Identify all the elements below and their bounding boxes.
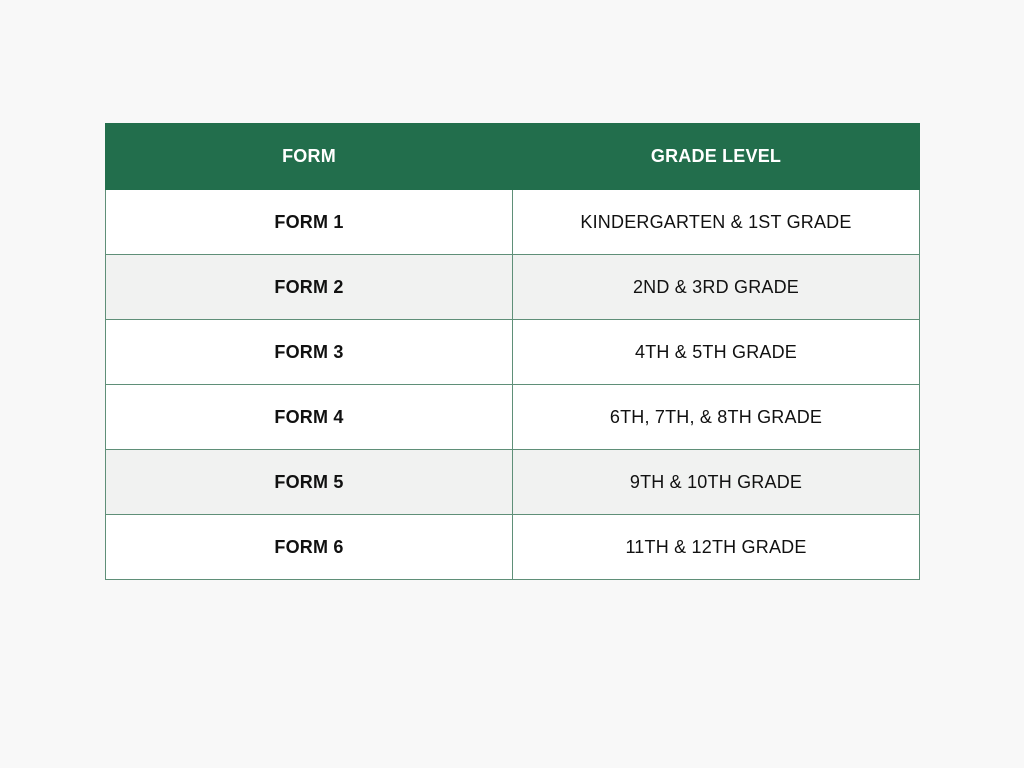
table-row bbox=[106, 385, 920, 450]
form-cell: FORM 3 bbox=[106, 320, 513, 385]
table-row bbox=[106, 255, 920, 320]
table-row bbox=[106, 515, 920, 580]
grade-cell: KINDERGARTEN & 1ST GRADE bbox=[513, 190, 920, 255]
form-cell: FORM 6 bbox=[106, 515, 513, 580]
table-row bbox=[106, 450, 920, 515]
header-row bbox=[106, 124, 920, 190]
form-cell: FORM 4 bbox=[106, 385, 513, 450]
grade-cell: 11TH & 12TH GRADE bbox=[513, 515, 920, 580]
table-row bbox=[106, 320, 920, 385]
form-grade-table-container bbox=[105, 123, 919, 580]
grade-cell: 6TH, 7TH, & 8TH GRADE bbox=[513, 385, 920, 450]
table-header bbox=[106, 124, 920, 190]
form-grade-table bbox=[105, 123, 920, 580]
grade-cell: 2ND & 3RD GRADE bbox=[513, 255, 920, 320]
grade-cell: 4TH & 5TH GRADE bbox=[513, 320, 920, 385]
header-form: FORM bbox=[106, 124, 513, 190]
header-grade-level: GRADE LEVEL bbox=[513, 124, 920, 190]
form-cell: FORM 2 bbox=[106, 255, 513, 320]
form-cell: FORM 1 bbox=[106, 190, 513, 255]
form-cell: FORM 5 bbox=[106, 450, 513, 515]
table-body bbox=[106, 190, 920, 580]
table-row bbox=[106, 190, 920, 255]
grade-cell: 9TH & 10TH GRADE bbox=[513, 450, 920, 515]
